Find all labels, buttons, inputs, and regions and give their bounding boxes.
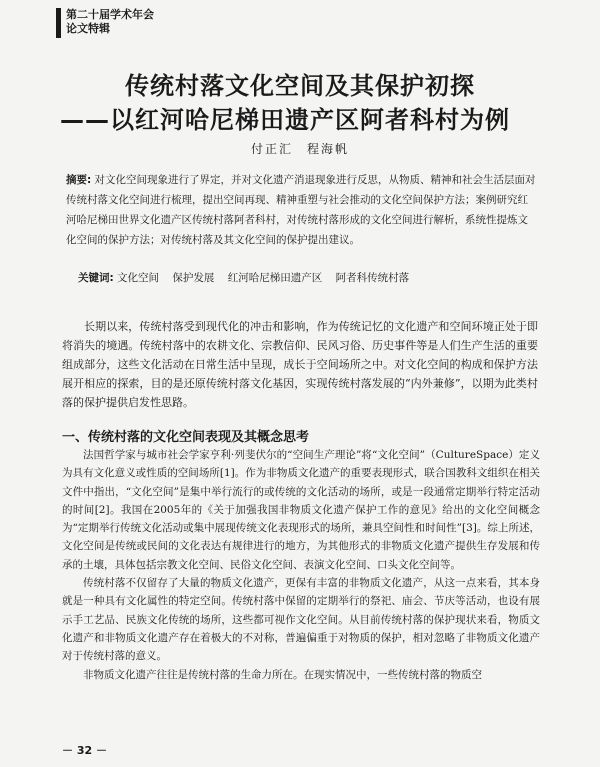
journal-header-line1: 第二十届学术年会 <box>66 8 154 21</box>
body-paragraph: 法国哲学家与城市社会学家亨利·列斐伏尔的“空间生产理论”将“文化空间”（CultureSpace）定义为具有文化意义或性质的空间场所[1]。作为非物质文化遗产的重要表现形式，联合国教科文组织在相关文件中指出，“文化空间”是集中举行流行的或传统的文化活动的场所，或是一段通常定期举行特定活动的时间[2]。我国在2005年的《关于加强我国非物质文化遗产保护工作的意见》给出的文化空间概念为“定期举行传统文化活动或集中展现传统文化表现形式的场所，兼具空间性和时间性”[3]。综上所述，文化空间是传统或民间的文化表达有规律进行的地方，为其他形式的非物质文化遗产提供生存发展和传承的土壤，具体包括宗教文化空间、民俗文化空间、表演文化空间、口头文化空间等。 <box>62 449 540 571</box>
journal-header-line2: 论文特辑 <box>66 22 110 35</box>
page-number: － 32 － <box>62 744 107 757</box>
paper-title: 传统村落文化空间及其保护初探 <box>125 72 475 100</box>
paper-subtitle: ——以红河哈尼梯田遗产区阿者科村为例 <box>60 106 510 134</box>
section-body <box>62 446 540 684</box>
abstract <box>66 170 536 250</box>
body-paragraph: 非物质文化遗产往往是传统村落的生命力所在。在现实情况中，一些传统村落的物质空 <box>83 668 482 681</box>
keyword: 红河哈尼梯田遗产区 <box>227 272 323 284</box>
section-heading: 一、传统村落的文化空间表现及其概念思考 <box>62 430 310 445</box>
header-bar <box>56 8 61 38</box>
authors: 付正汇 程海帆 <box>250 142 349 156</box>
keyword: 文化空间 <box>117 272 160 284</box>
body-paragraph: 传统村落不仅留存了大量的物质文化遗产，更保有丰富的非物质文化遗产，从这一点来看，其本身就是一种具有文化属性的特定空间。传统村落中保留的定期举行的祭祀、庙会、节庆等活动，也设有展示手工艺品、民族文化传统的场所，这些都可视作文化空间。从目前传统村落的保护现状来看，物质文化遗产和非物质文化遗产存在着极大的不对称，普遍偏重于对物质的保护，相对忽略了非物质文化遗产对于传统村落的意义。 <box>62 577 540 663</box>
abstract-label: 摘要: <box>66 174 92 186</box>
keywords <box>78 270 538 285</box>
keywords-label: 关键词: <box>78 272 114 284</box>
keyword: 保护发展 <box>172 272 215 284</box>
journal-header <box>66 8 154 36</box>
abstract-text: 对文化空间现象进行了界定，并对文化遗产消退现象进行反思，从物质、精神和社会生活层面对传统村落文化空间进行梳理，提出空间再现、精神重塑与社会推动的文化空间保护方法；案例研究红河哈尼梯田世界文化遗产区传统村落阿者科村，对传统村落形成的文化空间进行解析，系统性提炼文化空间的保护方法；对传统村落及其文化空间的保护提出建议。 <box>66 174 536 246</box>
keyword: 阿者科传统村落 <box>335 272 410 284</box>
introduction-paragraph: 长期以来，传统村落受到现代化的冲击和影响，作为传统记忆的文化遗产和空间环境正处于即将消失的境遇。传统村落中的农耕文化、宗教信仰、民风习俗、历史事件等是人们生产生活的重要组成部分，这些文化活动在日常生活中呈现，成长于空间场所之中。对文化空间的构成和保护方法展开相应的探索，目的是还原传统村落文化基因，实现传统村落发展的“内外兼修”，以期为此类村落的保护提供启发性思路。 <box>62 320 538 409</box>
